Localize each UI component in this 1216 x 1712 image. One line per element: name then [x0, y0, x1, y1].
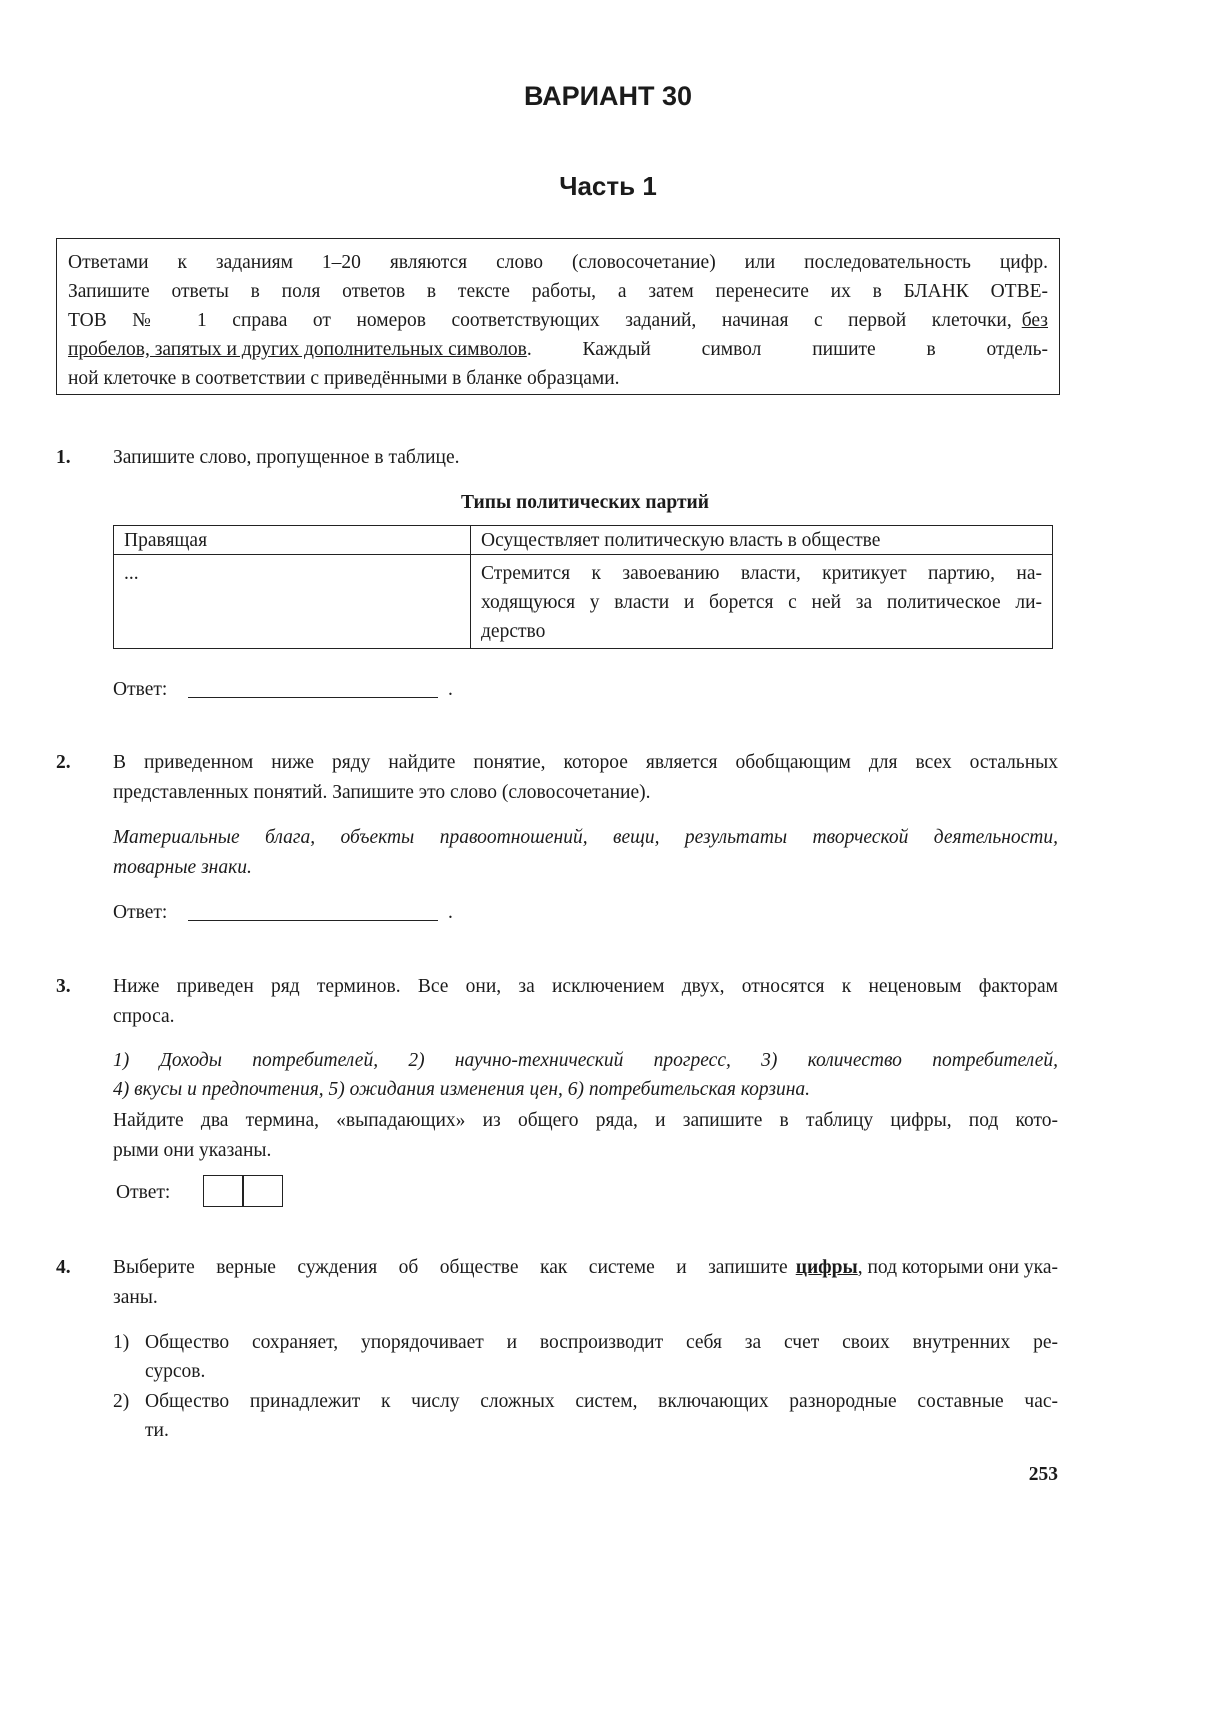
- question-text: Ниже приведен ряд терминов. Все они, за исключением двух, относятся к неценовым факторам: [113, 976, 1058, 997]
- question-number: 2.: [56, 752, 71, 773]
- cell-line: дерство: [481, 621, 546, 642]
- variant-title: ВАРИАНТ 30: [523, 81, 693, 111]
- instructions-line: [68, 338, 1048, 362]
- question-text: заны.: [113, 1287, 158, 1308]
- question-number: 3.: [56, 976, 71, 997]
- option-number: 1): [113, 1332, 130, 1353]
- emphasis-digits: цифры: [795, 1257, 858, 1278]
- terms-list: 4) вкусы и предпочтения, 5) ожидания изменения цен, 6) потребительская корзина.: [113, 1079, 811, 1100]
- option-number: 2): [113, 1391, 130, 1412]
- table-row: [114, 526, 1053, 555]
- option-text: ти.: [145, 1420, 169, 1441]
- instructions-line: ной клеточке в соответствии с приведёнными в бланке образцами.: [68, 368, 620, 389]
- question-text: В приведенном ниже ряду найдите понятие, которое является обобщающим для всех остальных: [113, 752, 1058, 773]
- answer-label: Ответ:: [113, 902, 168, 923]
- period: .: [448, 902, 453, 923]
- question-text-part: Выберите верные суждения об обществе как системе и запишите: [113, 1257, 788, 1278]
- answer-label: Ответ:: [116, 1182, 171, 1203]
- answer-cell-1[interactable]: [203, 1175, 243, 1207]
- question-text: рыми они указаны.: [113, 1140, 272, 1161]
- question-text-part: , под которыми они ука-: [857, 1257, 1058, 1278]
- table-cell: [471, 555, 1053, 649]
- table-cell: Правящая: [114, 526, 471, 555]
- question-text: [113, 1256, 1058, 1280]
- question-text: Запишите слово, пропущенное в таблице.: [113, 447, 460, 468]
- instructions-emphasis: без: [1021, 310, 1048, 331]
- answer-input-line[interactable]: [188, 920, 438, 921]
- instructions-emphasis: пробелов, запятых и других дополнительных символов: [68, 339, 527, 360]
- period: .: [448, 679, 453, 700]
- instructions-text: ТОВ № 1 справа от номеров соответствующих заданий, начиная с первой клеточки,: [68, 310, 1012, 331]
- option-text: Общество сохраняет, упорядочивает и воспроизводит себя за счет своих внутренних ре-: [145, 1332, 1058, 1353]
- table-row: [114, 555, 1053, 649]
- part-title: Часть 1: [559, 171, 657, 201]
- concept-list: товарные знаки.: [113, 857, 252, 878]
- question-text: Найдите два термина, «выпадающих» из общего ряда, и запишите в таблицу цифры, под кото-: [113, 1110, 1058, 1131]
- cell-line: ходящуюся у власти и борется с ней за политическое ли-: [481, 592, 1042, 613]
- question-text: представленных понятий. Запишите это слово (словосочетание).: [113, 782, 651, 803]
- instructions-text: . Каждый символ пишите в отдель-: [526, 339, 1048, 360]
- question-text: спроса.: [113, 1006, 175, 1027]
- table-cell-missing: ...: [114, 555, 471, 649]
- answer-input-line[interactable]: [188, 697, 438, 698]
- answer-label: Ответ:: [113, 679, 168, 700]
- option-text: Общество принадлежит к числу сложных систем, включающих разнородные составные час-: [145, 1391, 1058, 1412]
- answer-cell-2[interactable]: [243, 1175, 283, 1207]
- instructions-line: Запишите ответы в поля ответов в тексте работы, а затем перенесите их в БЛАНК ОТВЕ-: [68, 281, 1048, 302]
- cell-line: Стремится к завоеванию власти, критикует партию, на-: [481, 563, 1042, 584]
- table-caption: Типы политических партий: [460, 492, 710, 513]
- instructions-line: [68, 309, 1048, 333]
- option-text: сурсов.: [145, 1361, 206, 1382]
- question-number: 1.: [56, 447, 71, 468]
- terms-list: 1) Доходы потребителей, 2) научно-технический прогресс, 3) количество потребителей,: [113, 1050, 1058, 1071]
- instructions-line: Ответами к заданиям 1–20 являются слово (словосочетание) или последовательность цифр.: [68, 252, 1048, 273]
- party-types-table: [113, 525, 1053, 649]
- question-number: 4.: [56, 1257, 71, 1278]
- table-cell: Осуществляет политическую власть в обществе: [471, 526, 1053, 555]
- page-number: 253: [1028, 1464, 1058, 1485]
- concept-list: Материальные блага, объекты правоотношений, вещи, результаты творческой деятельности,: [113, 827, 1058, 848]
